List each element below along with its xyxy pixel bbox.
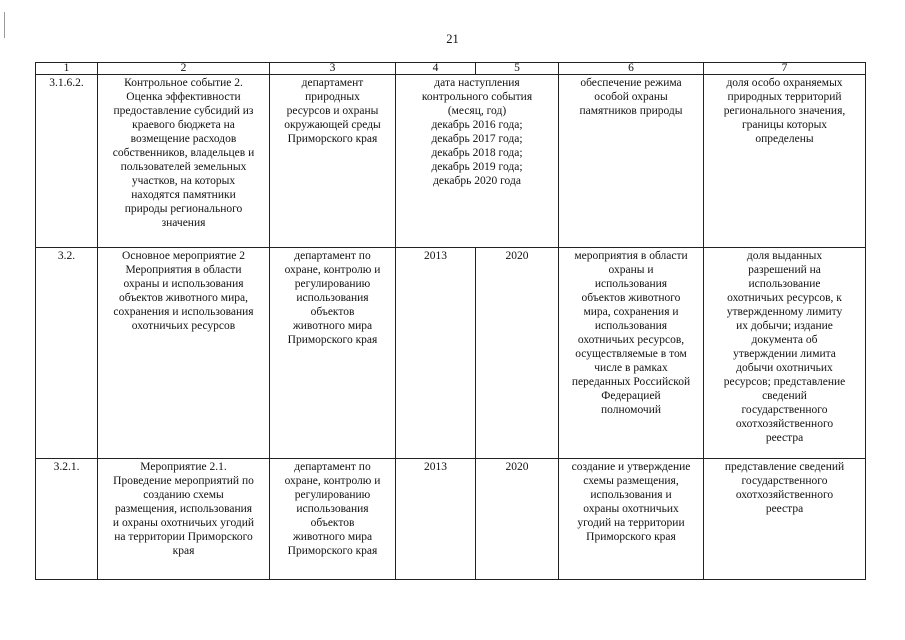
row-executor: департамент по охране, контролю и регулированию использования объектов животного мира Приморского края: [270, 248, 396, 459]
column-header: 5: [476, 63, 559, 75]
row-indicator: доля особо охраняемых природных территорий регионального значения, границы которых определены: [704, 75, 866, 248]
table-row: [36, 75, 866, 248]
column-header: 6: [559, 63, 704, 75]
table-row: [36, 248, 866, 459]
row-result: создание и утверждение схемы размещения, использования и охраны охотничьих угодий на территории Приморского края: [559, 459, 704, 580]
row-name: Мероприятие 2.1. Проведение мероприятий по созданию схемы размещения, использования и охраны охотничьих угодий на территории Приморского края: [98, 459, 270, 580]
row-start-year: 2013: [396, 459, 476, 580]
row-executor: департамент по охране, контролю и регулированию использования объектов животного мира Приморского края: [270, 459, 396, 580]
row-result: обеспечение режима особой охраны памятников природы: [559, 75, 704, 248]
row-code: 3.2.: [36, 248, 98, 459]
row-name: Контрольное событие 2. Оценка эффективности предоставление субсидий из краевого бюджета на возмещение расходов собственников, владельцев и пользователей земельных участков, на которых находятся памятники природы регионального значения: [98, 75, 270, 248]
row-indicator: представление сведений государственного охотхозяйственного реестра: [704, 459, 866, 580]
column-header: 2: [98, 63, 270, 75]
column-header: 4: [396, 63, 476, 75]
table-header-row: [36, 63, 866, 75]
row-code: 3.2.1.: [36, 459, 98, 580]
row-indicator: доля выданных разрешений на использование охотничьих ресурсов, к утвержденному лимиту их добычи; издание документа об утверждении лимита добычи охотничьих ресурсов; представление сведений государственного охотхозяйственного реестра: [704, 248, 866, 459]
row-dates: дата наступления контрольного события (месяц, год) декабрь 2016 года; декабрь 2017 года; декабрь 2018 года; декабрь 2019 года; декабрь 2020 года: [396, 75, 559, 248]
column-header: 7: [704, 63, 866, 75]
page-number: 21: [446, 32, 459, 46]
row-result: мероприятия в области охраны и использования объектов животного мира, сохранения и использования охотничьих ресурсов, осуществляемые в том числе в рамках переданных Российской Федерацией полномочий: [559, 248, 704, 459]
row-executor: департамент природных ресурсов и охраны окружающей среды Приморского края: [270, 75, 396, 248]
program-table: [35, 62, 866, 580]
row-name: Основное мероприятие 2 Мероприятия в области охраны и использования объектов животного мира, сохранения и использования охотничьих ресурсов: [98, 248, 270, 459]
row-end-year: 2020: [476, 459, 559, 580]
row-start-year: 2013: [396, 248, 476, 459]
table-row: [36, 459, 866, 580]
column-header: 3: [270, 63, 396, 75]
row-code: 3.1.6.2.: [36, 75, 98, 248]
row-end-year: 2020: [476, 248, 559, 459]
column-header: 1: [36, 63, 98, 75]
